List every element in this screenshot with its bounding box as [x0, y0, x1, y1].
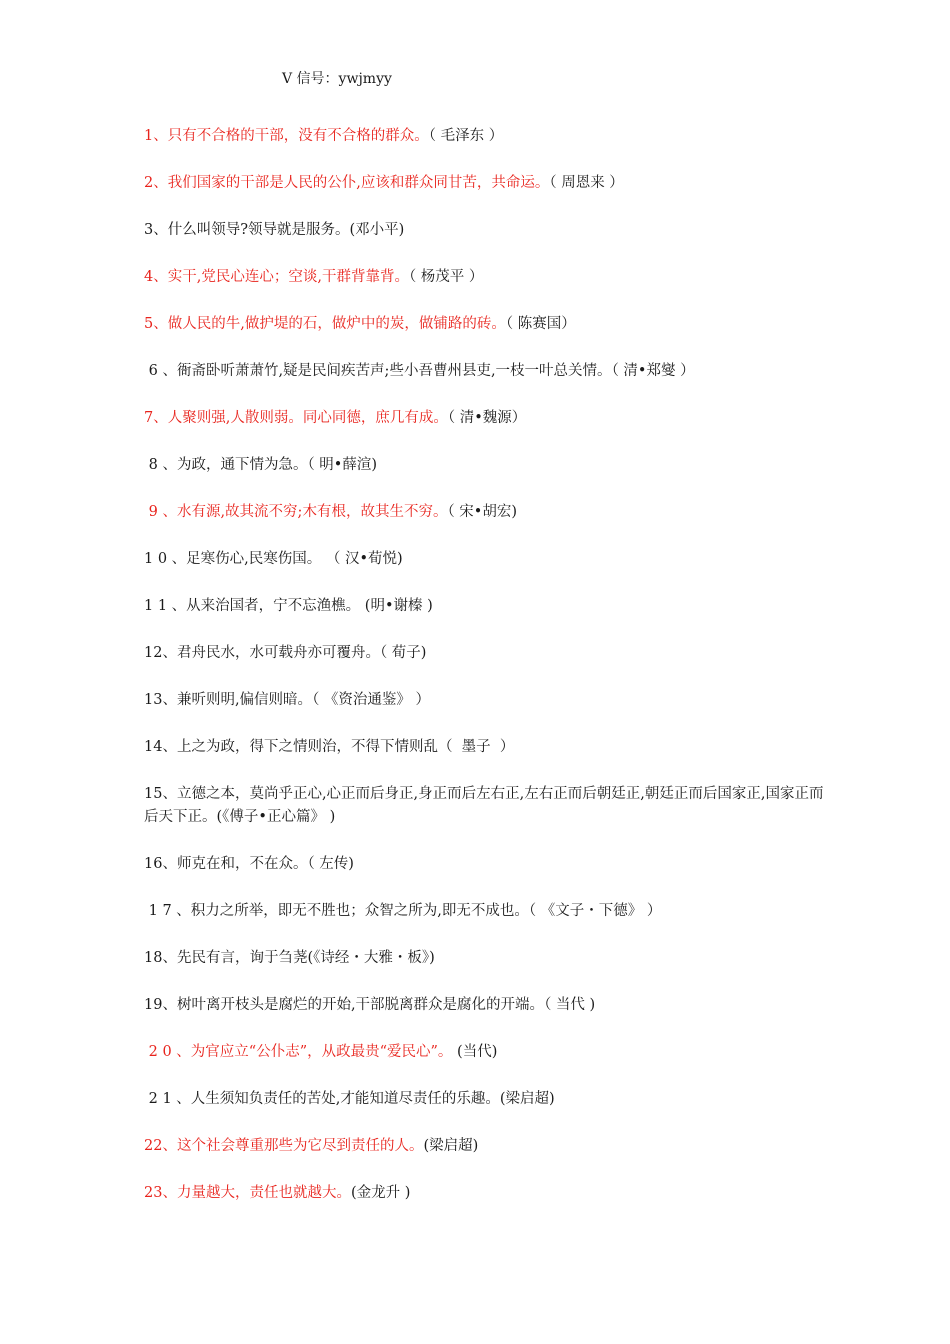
quote-source: (梁启超) [423, 1138, 479, 1154]
quote-text: 我们国家的干部是人民的公仆,应该和群众同甘苦，共命运。 [167, 175, 550, 191]
quote-source: (《傅子•正心篇》 ) [216, 809, 336, 825]
quote-item [144, 900, 824, 923]
quote-text: 树叶离开枝头是腐烂的开始,干部脱离群众是腐化的开端。 [176, 997, 545, 1013]
quote-number: 9 、 [144, 504, 177, 520]
quote-item [144, 407, 824, 430]
quote-text: 上之为政，得下之情则治，不得下情则乱（ [176, 739, 458, 755]
quote-number: 4、 [144, 269, 168, 285]
quote-text: 师克在和，不在众。 [176, 856, 308, 872]
quote-text: 这个社会尊重那些为它尽到责任的人。 [176, 1138, 424, 1154]
quote-item [144, 1182, 824, 1205]
quote-number: 5、 [144, 316, 168, 332]
quote-item [144, 783, 824, 829]
quote-number: 1 0 、 [144, 551, 187, 567]
quote-number: 1 7 、 [144, 903, 191, 919]
quote-text: 为官应立“公仆志”，从政最贵“爱民心”。 [190, 1044, 453, 1060]
quote-item [144, 1088, 824, 1111]
quote-source: （ 汉•荀悦) [321, 551, 403, 567]
quote-text: 君舟民水，水可载舟亦可覆舟。 [176, 645, 380, 661]
quote-item [144, 501, 824, 524]
quote-source: （ 当代 ) [544, 997, 596, 1013]
quote-number: 12、 [144, 645, 177, 661]
quote-text: 实干,党民心连心；空谈,干群背靠背。 [167, 269, 409, 285]
quote-source: （ 周恩来 ） [549, 175, 624, 191]
quote-item [144, 853, 824, 876]
quote-text: 只有不合格的干部，没有不合格的群众。 [167, 128, 429, 144]
quote-source: (当代) [452, 1044, 498, 1060]
quote-number: 8 、 [144, 457, 177, 473]
quote-source: （ 《文子・下德》 ） [528, 903, 662, 919]
quote-number: 18、 [144, 950, 177, 966]
quote-source: （ 清•郑燮 ） [611, 363, 695, 379]
quote-number: 1 1 、 [144, 598, 187, 614]
quote-text: 积力之所举，即无不胜也；众智之所为,即无不成也。 [190, 903, 529, 919]
quote-item [144, 313, 824, 336]
quote-number: 13、 [144, 692, 177, 708]
quote-item [144, 689, 824, 712]
quote-source: (明•谢榛 ) [360, 598, 433, 614]
quote-item [144, 1041, 824, 1064]
quote-source: （ 宋•胡宏) [447, 504, 518, 520]
quote-item [144, 548, 824, 571]
quote-number: 2 1 、 [144, 1091, 191, 1107]
quote-item [144, 454, 824, 477]
quote-item [144, 266, 824, 289]
quote-item [144, 1135, 824, 1158]
quote-number: 3、 [144, 222, 168, 238]
quote-text: 兼听则明,偏信则暗。 [176, 692, 313, 708]
quote-number: 2、 [144, 175, 168, 191]
quote-item [144, 947, 824, 970]
quote-number: 7、 [144, 410, 168, 426]
quote-number: 2 0 、 [144, 1044, 191, 1060]
quote-source: （ 陈赛国） [505, 316, 576, 332]
quote-item [144, 172, 824, 195]
quote-source: 墨子 ） [457, 739, 515, 755]
quote-text: 足寒伤心,民寒伤国。 [186, 551, 322, 567]
quote-number: 23、 [144, 1185, 177, 1201]
quote-text: 水有源,故其流不穷;木有根，故其生不穷。 [176, 504, 448, 520]
quote-number: 16、 [144, 856, 177, 872]
quote-item [144, 125, 824, 148]
quote-item [144, 219, 824, 242]
header-text: V 信号：ywjmyy [282, 71, 392, 87]
quote-text: 做人民的牛,做护堤的石，做炉中的炭，做铺路的砖。 [167, 316, 506, 332]
quote-number: 15、 [144, 786, 177, 802]
quote-source: （ 荀子) [379, 645, 427, 661]
quote-text: 衙斋卧听萧萧竹,疑是民间疾苦声;些小吾曹州县吏,一枝一叶总关情。 [176, 363, 612, 379]
quote-text: 为政，通下情为急。 [176, 457, 308, 473]
quote-source: （ 左传) [307, 856, 354, 872]
quote-source: (金龙升 ) [350, 1185, 411, 1201]
quote-text: 先民有言，询于刍荛( [176, 950, 314, 966]
quote-source: 《诗经・大雅・板》) [313, 950, 435, 966]
quote-text: 什么叫领导?领导就是服务。 [167, 222, 350, 238]
quote-source: (梁启超) [499, 1091, 555, 1107]
quote-text: 人聚则强,人散则弱。同心同德，庶几有成。 [167, 410, 448, 426]
quote-source: （ 清•魏源） [447, 410, 527, 426]
quote-item [144, 994, 824, 1017]
quote-text: 力量越大，责任也就越大。 [176, 1185, 351, 1201]
quote-item [144, 595, 824, 618]
quote-item [144, 360, 824, 383]
quote-source: （ 杨茂平 ） [408, 269, 484, 285]
quote-list [144, 125, 824, 1229]
quote-number: 14、 [144, 739, 177, 755]
quote-item [144, 642, 824, 665]
quote-source: (邓小平) [349, 222, 405, 238]
quote-number: 22、 [144, 1138, 177, 1154]
quote-item [144, 736, 824, 759]
quote-source: （ 明•薛渲) [307, 457, 378, 473]
quote-number: 1、 [144, 128, 168, 144]
quote-number: 6 、 [144, 363, 177, 379]
quote-text: 从来治国者，宁不忘渔樵。 [186, 598, 361, 614]
quote-source: （ 毛泽东 ） [428, 128, 504, 144]
quote-text: 人生须知负责任的苦处,才能知道尽责任的乐趣。 [190, 1091, 500, 1107]
quote-source: （ 《资治通鉴》 ） [312, 692, 431, 708]
quote-number: 19、 [144, 997, 177, 1013]
quote-text: 立德之本，莫尚乎正心,心正而后身正,身正而后左右正,左右正而后朝廷正,朝廷正而后国家正,国家正而后天下正。 [144, 786, 824, 825]
